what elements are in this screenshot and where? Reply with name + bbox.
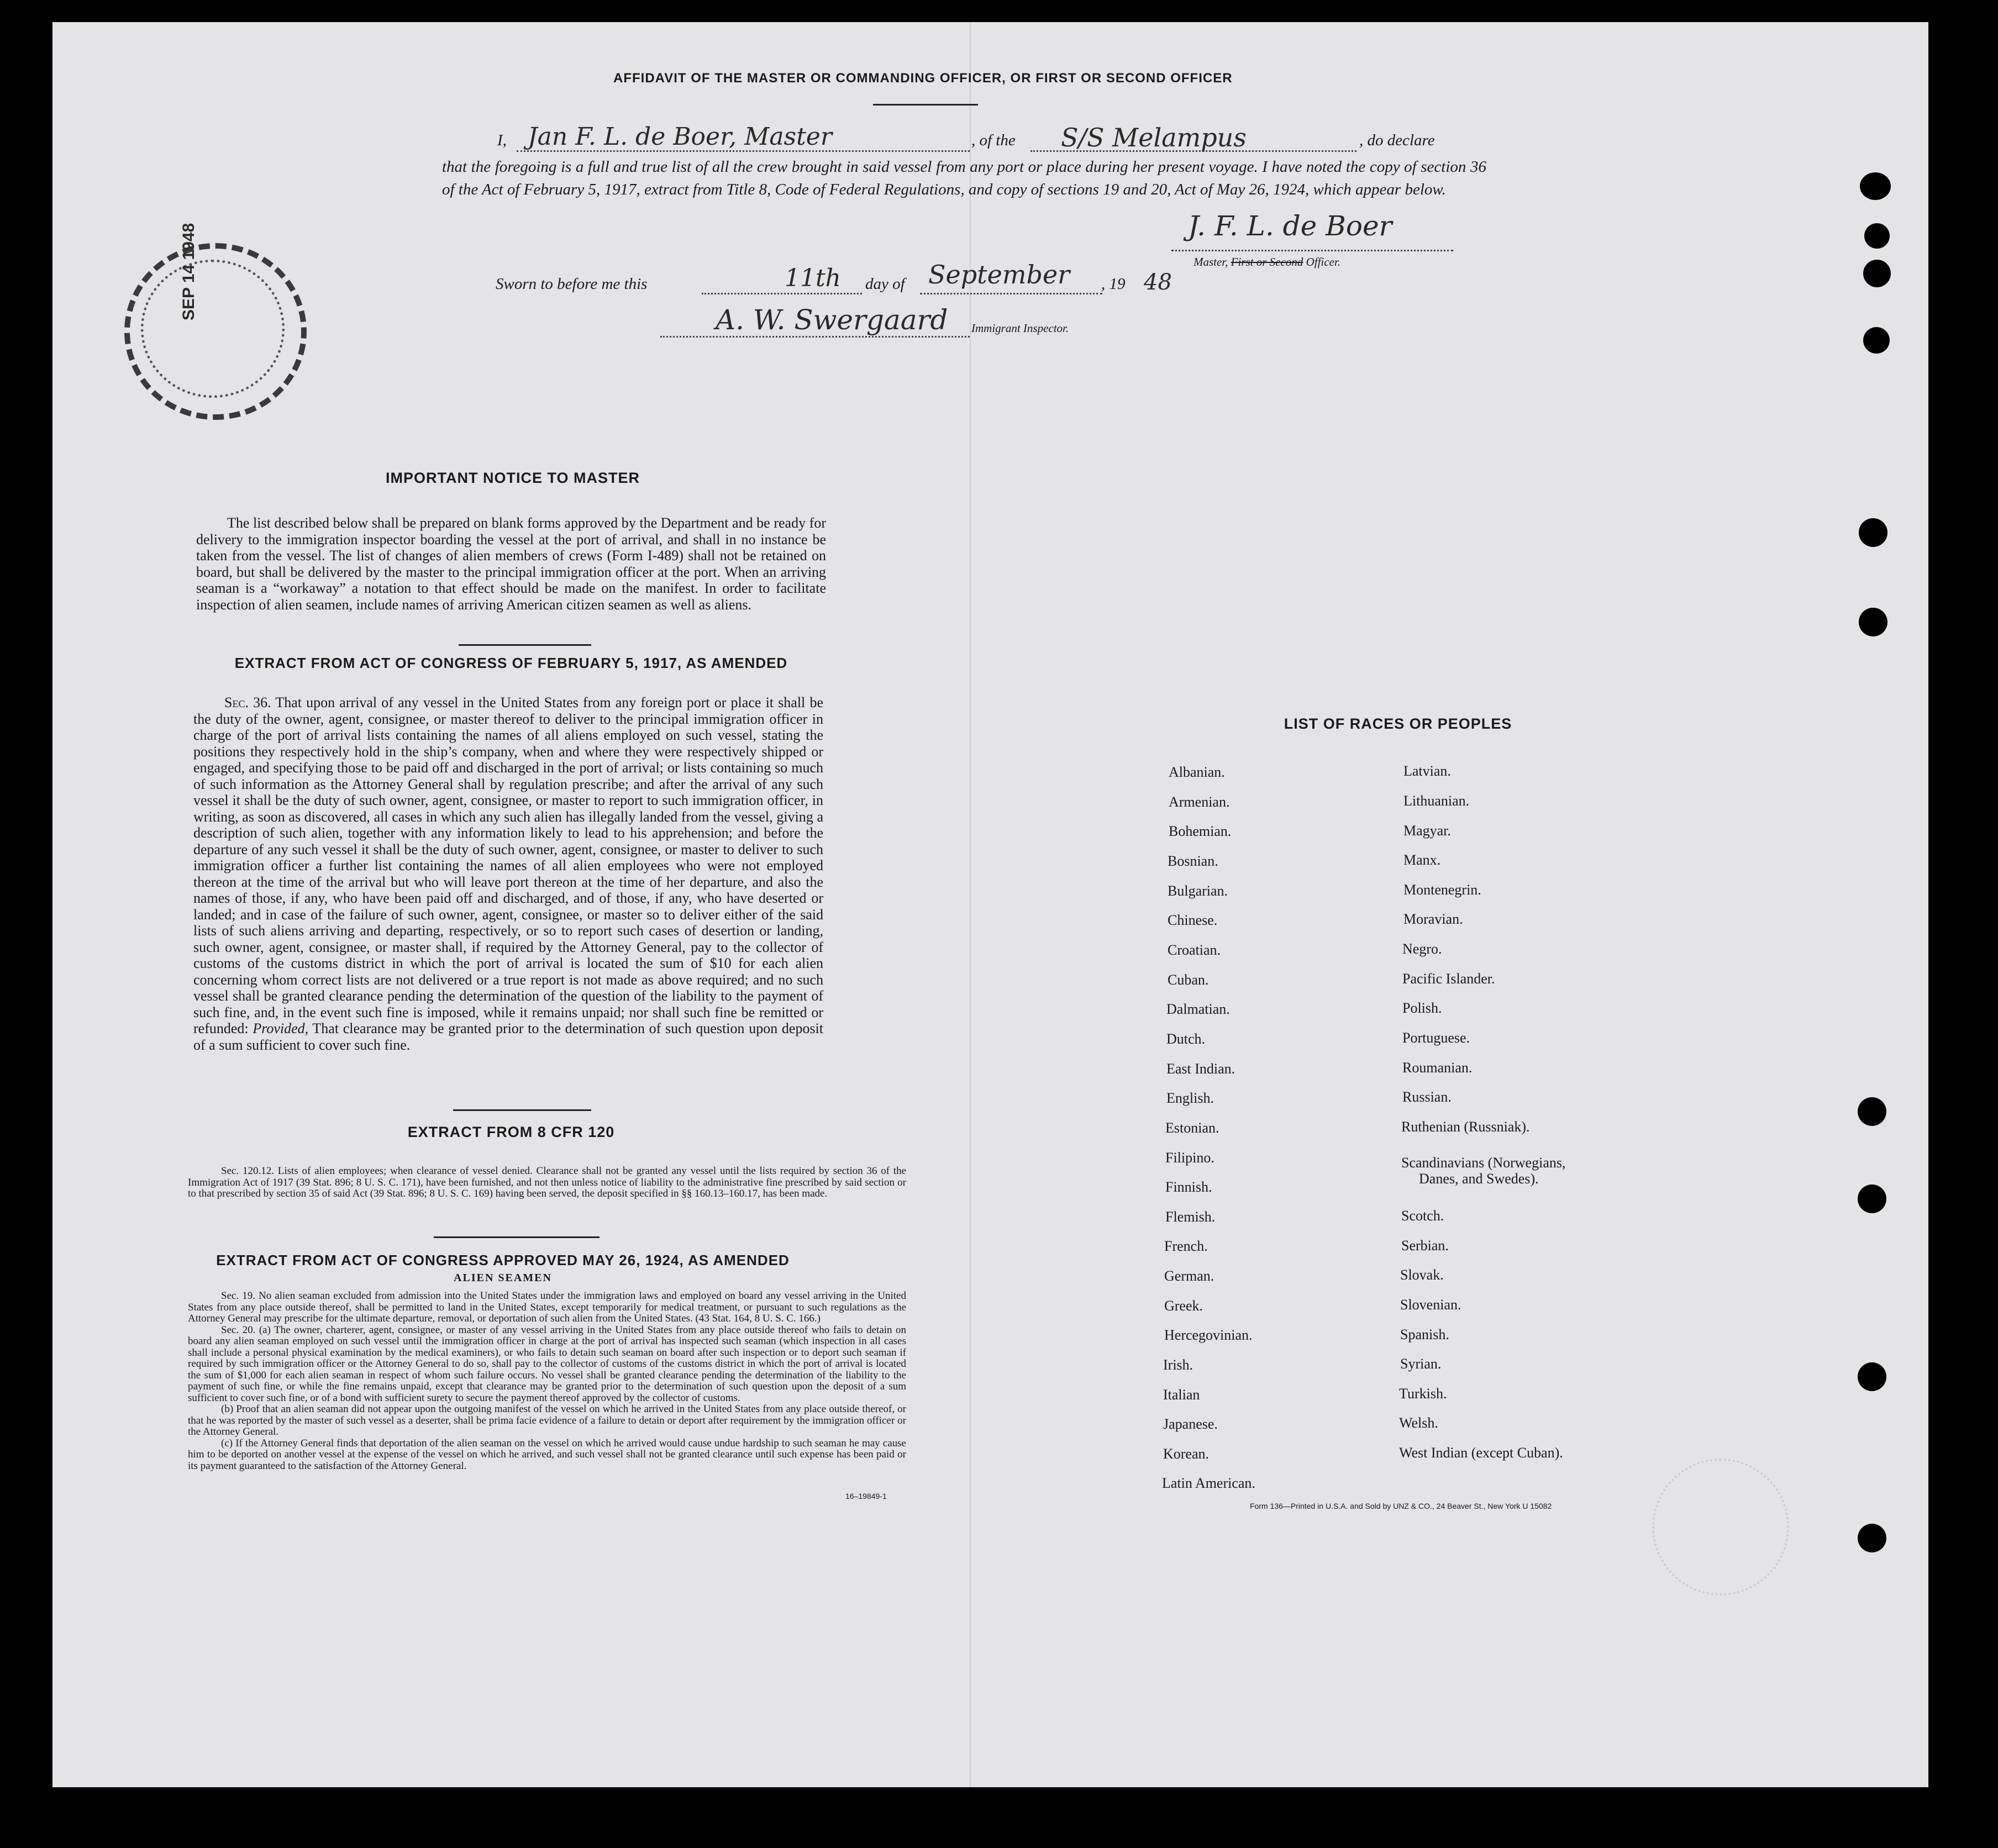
race-item: French. xyxy=(1164,1238,1208,1254)
handwritten-day: 11th xyxy=(785,264,842,292)
race-item: Hercegovinian. xyxy=(1164,1327,1253,1343)
affidavit-declaration: that the foregoing is a full and true list of all the crew brought in said vessel from any port or place during her present voyage. I have noted the copy of section 36 of the Act of February 5, 1917, extract from Title 8, Code of Federal Regulations, and copy of sections 19 and 20, Act of May 26, 1924, which appear below. xyxy=(442,158,1486,198)
caption-master: Master, xyxy=(1193,255,1228,268)
caption-officer: Officer. xyxy=(1306,255,1340,268)
race-item: Armenian. xyxy=(1169,794,1230,810)
races-title: LIST OF RACES OR PEOPLES xyxy=(1284,715,1512,732)
alien-seamen-subtitle: ALIEN SEAMEN xyxy=(454,1272,552,1284)
affidavit-i-label: I, xyxy=(497,131,507,149)
punch-hole xyxy=(1864,223,1890,249)
punch-hole xyxy=(1858,1524,1886,1552)
extract-1924-title: EXTRACT FROM ACT OF CONGRESS APPROVED MAY 26, 1924, AS AMENDED xyxy=(216,1252,790,1268)
proviso-text: That clearance may be granted prior to the determination of such question upon deposit of a sum sufficient to cover such fine. xyxy=(193,1020,824,1053)
race-item: Montenegrin. xyxy=(1403,882,1481,898)
punch-hole xyxy=(1858,1184,1886,1213)
race-item: Spanish. xyxy=(1400,1326,1449,1342)
race-item: Turkish. xyxy=(1399,1386,1447,1402)
race-item: Russian. xyxy=(1402,1089,1452,1105)
affidavit-line1-mid: , of the xyxy=(971,131,1016,149)
race-item: Magyar. xyxy=(1403,823,1451,839)
extract-1917-rule xyxy=(453,1109,591,1111)
sec-36-body: That upon arrival of any vessel in the United States from any foreign port or place it shall be the duty of the owner, agent, consignee, or master thereof to deliver to the principal immigration officer in charge of the port of arrival lists containing the names of all aliens employed on such vessel, stating the positions they respectively hold in the ship’s company, when and where they were respectively shipped or engaged, and specifying those to be paid off and discharged in the port of arrival; or lists containing so much of such information as the Attorney General shall by regulation prescribe; and after the arrival of any such vessel it shall be the duty of such owner, agent, consignee, or master to report to such immigration officer, in writing, as soon as discovered, all cases in which any such alien has illegally landed from the vessel, giving a description of such alien, together with any information likely to lead to his apprehension; and before the departure of any such vessel it shall be the duty of such owner, agent, consignee, or master to deliver to such immigration officer a further list containing the names of all alien employees who were not employed thereon at the time of the arrival but who will leave port thereon at the time of her departure, and also the names of those, if any, who have been paid off and discharged, and of those, if any, who have deserted or landed; and in case of the failure of such owner, agent, consignee, or master so to deliver either of the said lists of such aliens arriving and departing, respectively, or so to report such cases of desertion or landing, such owner, agent, consignee, or master shall, if required by the Attorney General, pay to the collector of customs of the customs district in which the port of arrival is located the sum of $10 for each alien concerning whom correct lists are not delivered or a true report is not made as above required; and no such vessel shall be granted clearance pending the determination of the question of the liability to the payment of such fine, and, in the event such fine is imposed, while it remains unpaid; nor shall such fine be remitted or refunded: xyxy=(193,694,823,1036)
race-item: Negro. xyxy=(1402,941,1442,957)
race-item: Roumanian. xyxy=(1402,1060,1473,1076)
race-item: West Indian (except Cuban). xyxy=(1399,1445,1563,1461)
race-item: English. xyxy=(1166,1090,1214,1106)
race-item: Bulgarian. xyxy=(1168,883,1228,899)
month-blank xyxy=(920,293,1102,294)
punch-hole xyxy=(1858,1097,1886,1126)
race-item: Japanese. xyxy=(1163,1416,1218,1432)
handwritten-inspector: A. W. Swergaard xyxy=(716,304,948,336)
race-item: Scotch. xyxy=(1401,1208,1444,1224)
handwritten-master-name: Jan F. L. de Boer, Master xyxy=(528,123,832,151)
punch-hole xyxy=(1860,172,1891,200)
race-item: German. xyxy=(1164,1268,1214,1284)
extract-1917-title: EXTRACT FROM ACT OF CONGRESS OF FEBRUARY 5, 1917, AS AMENDED xyxy=(234,655,788,671)
race-item: Polish. xyxy=(1402,1000,1442,1016)
punch-hole xyxy=(1859,608,1887,636)
stamp-date: SEP 14 1948 xyxy=(180,223,198,320)
race-item: Manx. xyxy=(1403,852,1441,868)
race-item: Cuban. xyxy=(1168,972,1209,988)
affidavit-line1-suffix: , do declare xyxy=(1359,131,1435,149)
race-item: Portuguese. xyxy=(1402,1030,1470,1046)
race-item: Scandinavians (Norwegians, xyxy=(1401,1155,1566,1171)
race-item: Albanian. xyxy=(1169,764,1225,780)
race-item: Chinese. xyxy=(1168,912,1218,928)
sec-19-text: Sec. 19. No alien seaman excluded from admission into the United States under the immigration laws and employed on board any vessel arriving in the United States from any place outside thereof, shall be permitted to land in the United States, except temporarily for medical treatment, or pursuant to such regulations as the Attorney General may prescribe for the ultimate departure, removal, or deportation of such alien from the United States. (43 Stat. 164, 8 U. S. C. 166.) xyxy=(188,1290,906,1324)
sec-36-label: Sec. 36. xyxy=(224,694,271,710)
race-item: Korean. xyxy=(1163,1446,1210,1462)
day-blank xyxy=(702,293,862,294)
race-item: Slovak. xyxy=(1400,1267,1444,1283)
notice-title: IMPORTANT NOTICE TO MASTER xyxy=(386,470,640,486)
inspector-blank xyxy=(660,336,970,338)
race-item: Syrian. xyxy=(1400,1356,1442,1372)
caption-struck: First or Second xyxy=(1231,255,1303,268)
race-item: Welsh. xyxy=(1399,1415,1438,1431)
sec-20b-text: (b) Proof that an alien seaman did not appear upon the outgoing manifest of the vessel on which he arrived in the United States from any place outside thereof, or that he was reported by the master of such vessel as a deserter, shall be prima facie evidence of a failure to detain or deport after requirement by the immigration officer or the Attorney General. xyxy=(188,1403,906,1438)
inspection-date-stamp xyxy=(124,223,307,420)
embossed-seal xyxy=(1652,1459,1789,1596)
sworn-prefix: Sworn to before me this xyxy=(496,275,648,293)
punch-hole xyxy=(1863,327,1890,354)
race-item: Latvian. xyxy=(1403,763,1451,779)
race-item: Irish. xyxy=(1163,1357,1193,1373)
handwritten-vessel-name: S/S Melampus xyxy=(1061,123,1247,152)
race-item: Greek. xyxy=(1164,1298,1203,1314)
sworn-day-label: day of xyxy=(865,275,905,293)
punch-hole xyxy=(1859,518,1887,547)
race-item: Serbian. xyxy=(1401,1238,1449,1254)
race-item: Dalmatian. xyxy=(1166,1001,1230,1017)
race-item: Danes, and Swedes). xyxy=(1419,1171,1539,1187)
proviso-label: Provided, xyxy=(253,1020,309,1036)
race-item: Filipino. xyxy=(1165,1150,1214,1166)
inspector-caption: Immigrant Inspector. xyxy=(971,322,1069,335)
affidavit-title: AFFIDAVIT OF THE MASTER OR COMMANDING OFFICER, OR FIRST OR SECOND OFFICER xyxy=(613,71,1233,86)
race-item: Flemish. xyxy=(1165,1209,1216,1225)
race-item: Moravian. xyxy=(1403,911,1463,927)
race-item: Italian xyxy=(1163,1387,1200,1403)
notice-text: The list described below shall be prepared on blank forms approved by the Department and be ready for delivery to the immigration inspector boarding the vessel at the port of arrival, and shall in no instance be taken from the vessel. The list of changes of alien members of crews (Form I-489) shall not be retained on board, but shall be delivered by the master to the principal immigration officer at the port. When an arriving seaman is a “workaway” a notation to that effect should be made on the manifest. In order to facilitate inspection of alien seamen, include names of arriving American citizen seamen as well as aliens. xyxy=(196,515,826,613)
race-item: Croatian. xyxy=(1168,942,1221,958)
punch-hole xyxy=(1858,1362,1886,1391)
handwritten-master-signature: J. F. L. de Boer xyxy=(1188,210,1392,242)
handwritten-year: 48 xyxy=(1144,270,1172,295)
race-item: Bosnian. xyxy=(1168,853,1218,869)
sworn-year-prefix: , 19 xyxy=(1101,275,1126,293)
print-code: 16–19849-1 xyxy=(845,1492,887,1500)
extract-1924-text xyxy=(188,1291,906,1472)
signature-blank xyxy=(1171,250,1453,251)
race-item: Pacific Islander. xyxy=(1402,971,1495,987)
race-item: Bohemian. xyxy=(1169,823,1232,839)
race-item: Finnish. xyxy=(1165,1179,1212,1195)
race-item: Ruthenian (Russniak). xyxy=(1401,1119,1530,1135)
punch-hole xyxy=(1863,260,1891,287)
race-item: Dutch. xyxy=(1166,1031,1206,1047)
race-item: Lithuanian. xyxy=(1403,793,1470,809)
race-item: East Indian. xyxy=(1166,1061,1235,1077)
race-item: Slovenian. xyxy=(1400,1297,1461,1313)
cfr-title: EXTRACT FROM 8 CFR 120 xyxy=(407,1124,615,1140)
affidavit-title-rule xyxy=(873,104,978,106)
notice-rule xyxy=(459,644,591,646)
stamp-inner-ring xyxy=(141,260,285,398)
sec-20a-text: Sec. 20. (a) The owner, charterer, agent, consignee, or master of any vessel arriving in the United States from any place outside thereof who fails to detain on board any alien seaman employed on such vessel until the immigration officer in charge at the port of arrival has inspected such seaman (which inspection in all cases shall include a personal physical examination by the medical examiners), or who fails to detain such seaman on board after such inspection or to deport such seaman if required by such immigration officer or the Attorney General to do so, shall pay to the collector of customs of the customs district in which the port of arrival is located the sum of $1,000 for each alien seaman in respect of whom such failure occurs. No vessel shall be granted clearance pending the determination of the liability to the payment of such fine, or while the fine remains unpaid, except that clearance may be granted prior to the determination of such question upon the deposit of a sum sufficient to cover such fine, or of a bond with sufficient surety to secure the payment thereof approved by the collector of customs. xyxy=(188,1324,906,1404)
cfr-rule xyxy=(434,1236,600,1238)
form-imprint: Form 136—Printed in U.S.A. and Sold by UNZ & CO., 24 Beaver St., New York U 15082 xyxy=(1250,1502,1552,1510)
sec-20c-text: (c) If the Attorney General finds that deportation of the alien seaman on the vessel on which he arrived would cause undue hardship to such seaman he may cause him to be deported on another vessel at the expense of the vessel on which he arrived, and such vessel shall not be granted clearance until such expense has been paid or its payment guaranteed to the satisfaction of the Attorney General. xyxy=(188,1437,906,1472)
extract-1917-text xyxy=(193,694,823,1053)
race-item: Latin American. xyxy=(1162,1475,1255,1491)
handwritten-month: September xyxy=(928,260,1070,289)
race-item: Estonian. xyxy=(1165,1120,1219,1136)
signature-caption xyxy=(1193,255,1340,269)
cfr-text: Sec. 120.12. Lists of alien employees; when clearance of vessel denied. Clearance shall not be granted any vessel until the lists required by section 36 of the Immigration Act of 1917 (39 Stat. 896; 8 U. S. C. 171), have been furnished, and not then unless notice of liability to the administrative fine prescribed by said section or to that prescribed by section 35 of said Act (39 Stat. 896; 8 U. S. C. 169) having been served, the deposit specified in §§ 160.13–160.17, has been made. xyxy=(188,1165,906,1199)
